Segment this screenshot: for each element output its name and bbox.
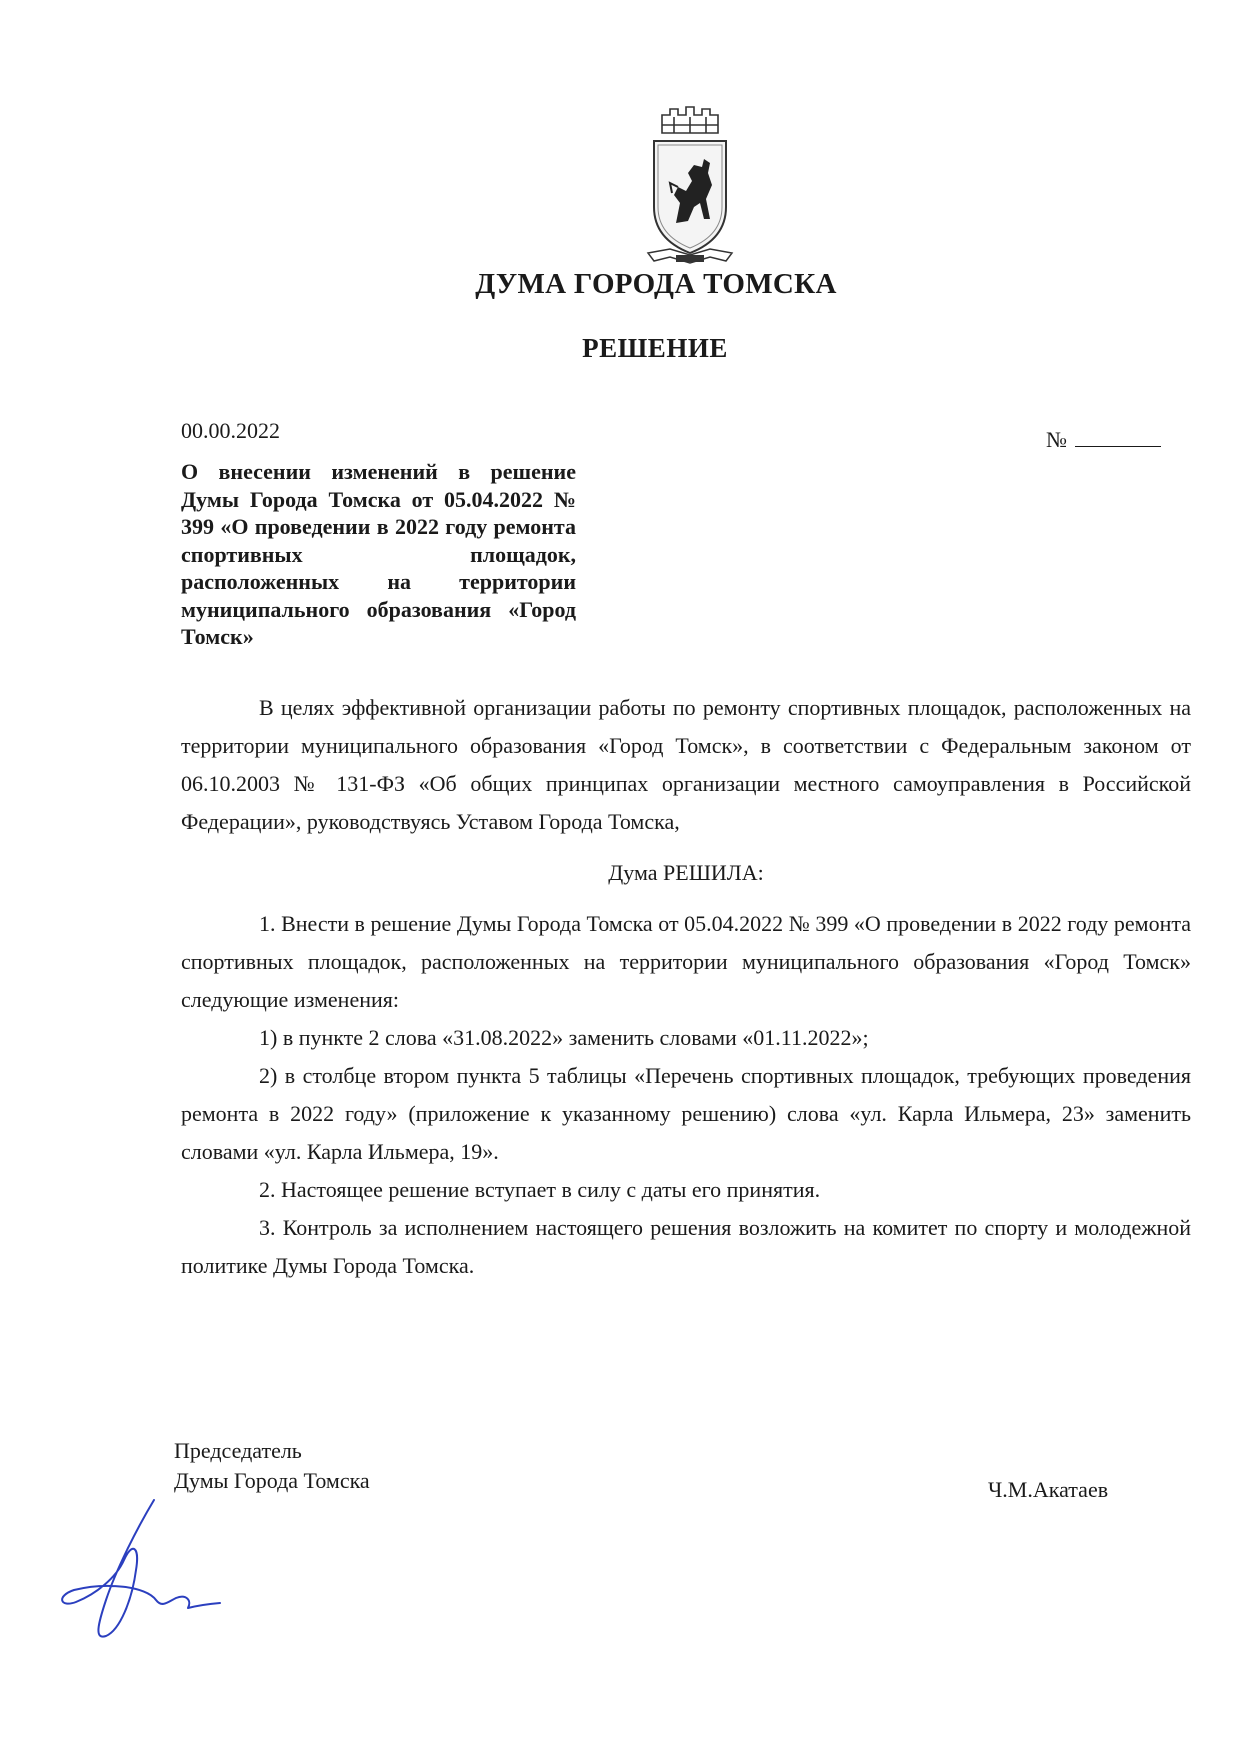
item-paragraph: 2) в столбце втором пункта 5 таблицы «Перечень спортивных площадок, требующих проведения ремонта в 2022 году» (приложение к указанному решению) слова «ул. Карла Ильмера, 23» заменить словами «ул. Карла Ильмера, 19». (181, 1063, 1191, 1164)
document-type: РЕШЕНИЕ (582, 333, 728, 363)
item-paragraph: 1) в пункте 2 слова «31.08.2022» заменить словами «01.11.2022»; (259, 1025, 869, 1050)
document-number (1046, 427, 1161, 453)
document-date: 00.00.2022 (181, 418, 280, 443)
handwritten-signature-icon (36, 1490, 226, 1650)
item-paragraph: 3. Контроль за исполнением настоящего решения возложить на комитет по спорту и молодежной политике Думы Города Томска. (181, 1215, 1191, 1278)
decision-subject: О внесении изменений в решение Думы Города Томска от 05.04.2022 № 399 «О проведении в 2022 году ремонта спортивных площадок, расположенных на территории муниципального образования «Город Томск» (181, 459, 576, 649)
coat-of-arms-icon (640, 103, 740, 271)
item-paragraph: 2. Настоящее решение вступает в силу с даты его принятия. (259, 1177, 821, 1202)
signer-position (174, 1436, 370, 1496)
item-paragraph: 1. Внести в решение Думы Города Томска от 05.04.2022 № 399 «О проведении в 2022 году ремонта спортивных площадок, расположенных на территории муниципального образования «Город Томск» следующие изменения: (181, 911, 1191, 1012)
preamble-paragraph: В целях эффективной организации работы по ремонту спортивных площадок, расположенных на территории муниципального образования «Город Томск», в соответствии с Федеральным законом от 06.10.2003 № 131-ФЗ «Об общих принципах организации местного самоуправления в Российской Федерации», руководствуясь Уставом Города Томска, (181, 695, 1191, 834)
number-blank-line (1075, 430, 1161, 447)
signer-position-line: Думы Города Томска (174, 1468, 370, 1493)
number-label: № (1046, 427, 1067, 452)
signer-name: Ч.М.Акатаев (988, 1477, 1109, 1502)
document-body (181, 689, 1191, 1285)
signer-position-line: Председатель (174, 1438, 302, 1463)
organization-title: ДУМА ГОРОДА ТОМСКА (475, 268, 837, 300)
resolved-line: Дума РЕШИЛА: (608, 860, 764, 885)
